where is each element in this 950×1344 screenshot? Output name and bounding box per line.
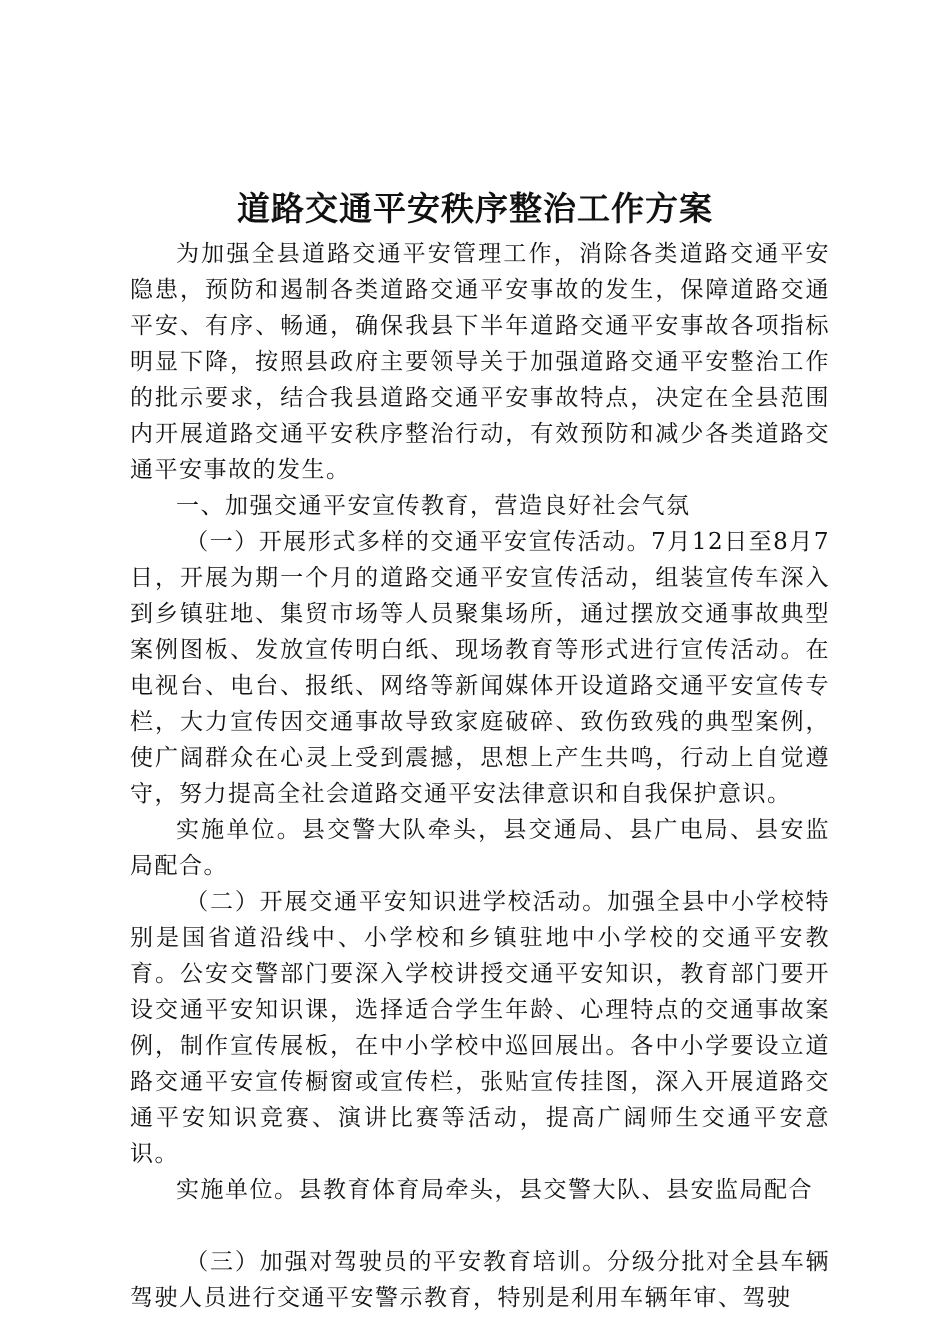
document-body: [130, 236, 830, 1316]
item-1-paragraph: （一）开展形式多样的交通平安宣传活动。7月12日至8月7日，开展为期一个月的道路交通平安宣传活动，组装宣传车深入到乡镇驻地、集贸市场等人员聚集场所，通过摆放交通事故典型案例图板、发放宣传明白纸、现场教育等形式进行宣传活动。在电视台、电台、报纸、网络等新闻媒体开设道路交通平安宣传专栏，大力宣传因交通事故导致家庭破碎、致伤致残的典型案例，使广阔群众在心灵上受到震撼，思想上产生共鸣，行动上自觉遵守，努力提高全社会道路交通平安法律意识和自我保护意识。: [130, 529, 830, 807]
item-3-paragraph: （三）加强对驾驶员的平安教育培训。分级分批对全县车辆驾驶人员进行交通平安警示教育，特别是利用车辆年审、驾驶: [130, 1249, 830, 1311]
intro-paragraph: 为加强全县道路交通平安管理工作，消除各类道路交通平安隐患，预防和遏制各类道路交通平安事故的发生，保障道路交通平安、有序、畅通，确保我县下半年道路交通平安事故各项指标明显下降，按照县政府主要领导关于加强道路交通平安整治工作的批示要求，结合我县道路交通平安事故特点，决定在全县范围内开展道路交通平安秩序整治行动，有效预防和减少各类道路交通平安事故的发生。: [130, 241, 830, 483]
item-2-implementer: 实施单位。县教育体育局牵头，县交警大队、县安监局配合: [176, 1177, 813, 1203]
item-2-paragraph: （二）开展交通平安知识进学校活动。加强全县中小学校特别是国省道沿线中、小学校和乡镇驻地中小学校的交通平安教育。公安交警部门要深入学校讲授交通平安知识，教育部门要开设交通平安知识课，选择适合学生年龄、心理特点的交通事故案例，制作宣传展板，在中小学校中巡回展出。各中小学要设立道路交通平安宣传橱窗或宣传栏，张贴宣传挂图，深入开展道路交通平安知识竞赛、演讲比赛等活动，提高广阔师生交通平安意识。: [130, 889, 830, 1167]
section-heading-1: 一、加强交通平安宣传教育，营造良好社会气氛: [176, 493, 691, 519]
document-title: 道路交通平安秩序整治工作方案: [237, 189, 713, 228]
item-1-implementer: 实施单位。县交警大队牵头，县交通局、县广电局、县安监局配合。: [130, 817, 830, 879]
